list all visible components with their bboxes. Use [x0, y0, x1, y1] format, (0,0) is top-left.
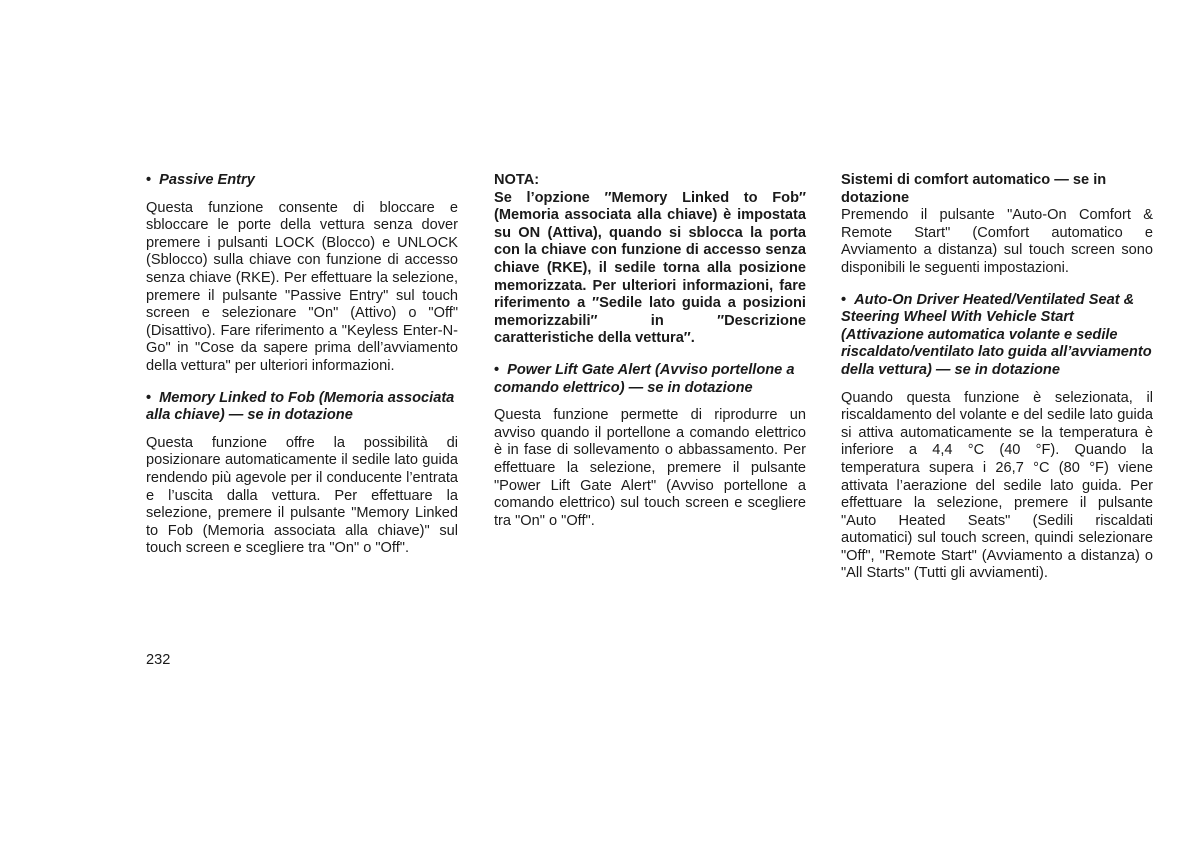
section-heading: Sistemi di comfort automatico — se in dotazione	[841, 172, 1107, 206]
bullet-heading	[494, 362, 806, 397]
bullet-title: Auto-On Driver Heated/Ventilated Seat & Steering Wheel With Vehicle Start (Attivazione automatica volante e sedile riscaldato/ventilato lato guida all’avviamento della vettura) — se in dotazione	[841, 291, 1152, 378]
bullet-heading	[146, 390, 458, 425]
paragraph: Premendo il pulsante "Auto-On Comfort & Remote Start" (Comfort automatico e Avviamento a distanza) sul touch screen sono disponibili le seguenti impostazioni.	[841, 207, 1153, 276]
bullet-icon: •	[146, 389, 152, 406]
bullet-icon: •	[841, 291, 847, 308]
paragraph: Questa funzione permette di riprodurre un avviso quando il portellone a comando elettrico è in fase di sollevamento o abbassamento. Per effettuare la selezione, premere il pulsante "Power Lift Gate Alert" (Avviso portellone a comando elettrico) sul touch screen e scegliere tra "On" o "Off".	[494, 407, 806, 529]
bullet-icon: •	[494, 361, 500, 378]
bullet-icon: •	[146, 172, 152, 188]
column-middle	[494, 170, 806, 540]
paragraph: Questa funzione consente di bloccare e sbloccare le porte della vettura senza dover premere i pulsanti LOCK (Blocco) e UNLOCK (Sblocco) sulla chiave con funzione di accesso senza chiave (RKE). Per effettuare la selezione, premere il pulsante "Passive Entry" sul touch screen e selezionare "On" (Attivo) o "Off" (Disattivo). Fare riferimento a "Keyless Enter-N-Go" in "Cose da sapere prima dell’avviamento della vettura" per ulteriori informazioni.	[146, 199, 458, 374]
note-label: NOTA:	[494, 172, 540, 188]
page-number: 232	[146, 652, 171, 668]
paragraph: Quando questa funzione è selezionata, il riscaldamento del volante e del sedile lato guida si attiva automaticamente se la temperatura è inferiore a 4,4 °C (40 °F). Quando la temperatura supera i 26,7 °C (80 °F) viene attivata l’aerazione del sedile lato guida. Per effettuare la selezione, premere il pulsante "Auto Heated Seats" (Sedili riscaldati automatici) sul touch screen, quindi selezionare "Off", "Remote Start" (Avviamento a distanza) o "All Starts" (Tutti gli avviamenti).	[841, 389, 1153, 582]
paragraph: Questa funzione offre la possibilità di posizionare automaticamente il sedile lato guida rendendo più agevole per il conducente l’entrata e l’uscita dalla vettura. Per effettuare la selezione, premere il pulsante "Memory Linked to Fob (Memoria associata alla chiave)" sul touch screen e scegliere tra "On" o "Off".	[146, 434, 458, 557]
note-text: Se l’opzione ″Memory Linked to Fob″ (Memoria associata alla chiave) è impostata su ON (Attiva), quando si sblocca la porta con la chiave con funzione di accesso senza chiave (RKE), il sedile torna alla posizione memorizzata. Per ulteriori informazioni, fare riferimento a ″Sedile lato guida a posizioni memorizzabili″ in ″Descrizione caratteristiche della vettura″.	[494, 189, 806, 347]
bullet-heading	[146, 172, 458, 190]
bullet-heading	[841, 292, 1153, 380]
bullet-title: Power Lift Gate Alert (Avviso portellone a comando elettrico) — se in dotazione	[494, 361, 795, 396]
bullet-title: Passive Entry	[159, 172, 255, 188]
column-right	[841, 170, 1153, 593]
bullet-title: Memory Linked to Fob (Memoria associata alla chiave) — se in dotazione	[146, 389, 455, 424]
column-left	[146, 170, 458, 568]
